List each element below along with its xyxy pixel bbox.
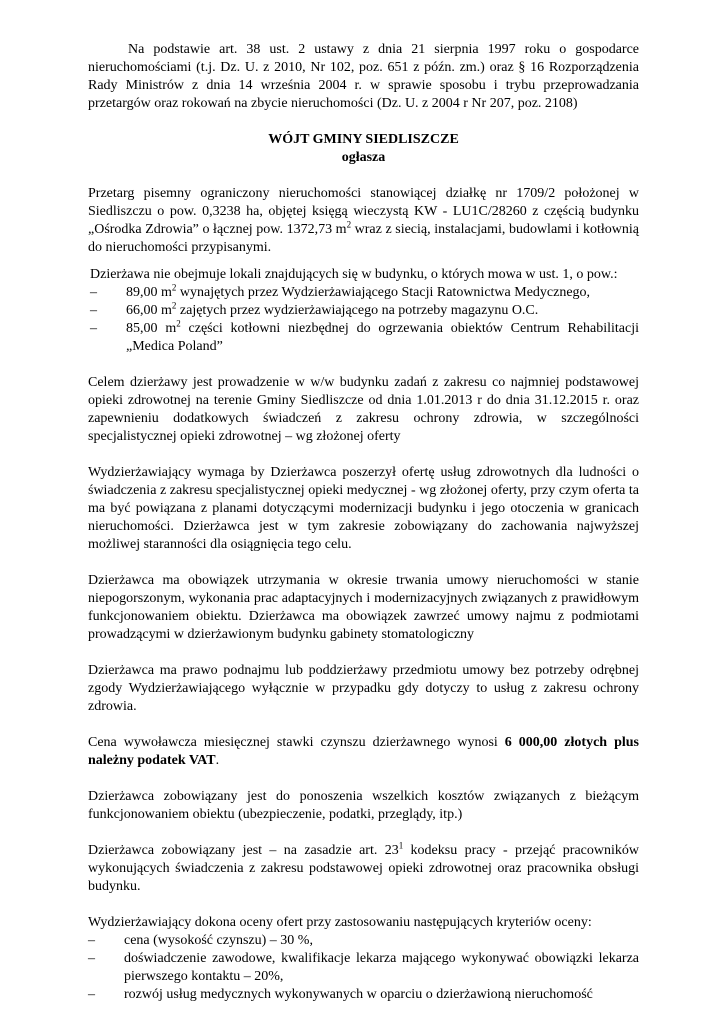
dash-bullet: – — [88, 951, 95, 966]
dash-bullet: – — [90, 303, 97, 318]
employees-text: Dzierżawca zobowiązany jest – na zasadzie art. 23 — [88, 843, 399, 858]
starting-price-text: Cena wywoławcza miesięcznej stawki czynszu dzierżawnego wynosi — [88, 735, 505, 750]
criteria-list — [88, 932, 639, 1004]
exclusion-area: 85,00 m — [126, 321, 177, 336]
evaluation-criteria-intro: Wydzierżawiający dokona oceny ofert przy zastosowaniu następujących kryteriów oceny: — [88, 915, 592, 930]
tender-text: Przetarg pisemny ograniczony nieruchomości stanowiącej działkę nr 1709/2 położonej w Siedliszczu o pow. 0,3238 ha, objętej księgą wieczystą KW - LU1C/28260 z częścią budynku „Ośrodka Zdrowia” o łącznej pow. 1372,73 m — [88, 186, 639, 237]
employees-takeover-paragraph — [88, 842, 639, 896]
exclusions-list — [90, 284, 639, 356]
lessee-obligations-paragraph: Dzierżawca ma obowiązek utrzymania w okresie trwania umowy nieruchomości w stanie niepogorszonym, wykonania prac adaptacyjnych i modernizacyjnych związanych z prawidłowym funkcjonowaniem obiektu. Dzierżawca ma obowiązek zawrzeć umowy najmu z podmiotami prowadzącymi w dzierżawionym budynku gabinety stomatologiczny — [88, 573, 639, 642]
exclusion-item — [90, 302, 639, 320]
superscript-1: 1 — [398, 840, 404, 851]
exclusion-text: zajętych przez wydzierżawiającego na potrzeby magazynu O.C. — [176, 303, 539, 318]
sublease-rights-paragraph: Dzierżawca ma prawo podnajmu lub poddzierżawy przedmiotu umowy bez potrzeby odrębnej zgody Wydzierżawiającego wyłącznie w przypadku gdy dotyczy to usług z zakresu ochrony zdrowia. — [88, 663, 639, 714]
criterion-text: rozwój usług medycznych wykonywanych w oparciu o dzierżawioną nieruchomość — [124, 987, 593, 1002]
document-page — [88, 41, 639, 1004]
dash-bullet: – — [88, 987, 95, 1002]
tender-description-paragraph — [88, 185, 639, 257]
criterion-item — [88, 986, 639, 1004]
criterion-text: cena (wysokość czynszu) – 30 %, — [124, 933, 313, 948]
superscript-2: 2 — [171, 282, 177, 293]
criterion-item — [88, 932, 639, 950]
legal-basis-paragraph: Na podstawie art. 38 ust. 2 ustawy z dnia 21 sierpnia 1997 roku o gospodarce nieruchomościami (t.j. Dz. U. z 2010, Nr 102, poz. 651 z późn. zm.) oraz § 16 Rozporządzenia Rady Ministrów z dnia 14 września 2004 r. w sprawie sposobu i trybu przeprowadzania przetargów oraz rokowań na zbycie nieruchomości (Dz. U. z 2004 r Nr 207, poz. 2108) — [88, 42, 639, 111]
dash-bullet: – — [90, 285, 97, 300]
superscript-2: 2 — [171, 300, 177, 311]
exclusion-text: części kotłowni niezbędnej do ogrzewania obiektów Centrum Rehabilitacji „Medica Poland” — [126, 321, 639, 354]
exclusion-area: 89,00 m — [126, 285, 172, 300]
tender-text-end: wraz z siecią, instalacjami, budowlami i kotłownią do nieruchomości przypisanymi. — [88, 222, 639, 255]
lease-purpose-paragraph: Celem dzierżawy jest prowadzenie w w/w budynku zadań z zakresu co najmniej podstawowej opieki zdrowotnej na terenie Gminy Siedliszcze od dnia 1.01.2013 r do dnia 31.12.2015 r. oraz zapewnieniu dodatkowych świadczeń z zakresu ochrony zdrowia, w szczególności specjalistycznej opieki zdrowotnej – wg złożonej oferty — [88, 375, 639, 444]
starting-price-amount: 6 000,00 złotych plus należny podatek VAT — [88, 735, 639, 768]
superscript-2: 2 — [176, 318, 181, 329]
employees-text-end: kodeksu pracy - przejąć pracowników wykonujących świadczenia z zakresu podstawowej opieki zdrowotnej oraz pracownika obsługi budynku. — [88, 843, 639, 894]
criterion-item — [88, 950, 639, 986]
exclusion-item — [90, 320, 639, 356]
announcement-subtitle: ogłasza — [341, 150, 386, 165]
starting-price-paragraph — [88, 734, 639, 770]
lease-exclusions-block — [88, 266, 639, 356]
criterion-text: doświadczenie zawodowe, kwalifikacje lekarza mającego wykonywać obowiązki lekarza pierwszego kontaktu – 20%, — [124, 951, 639, 984]
dash-bullet: – — [88, 933, 95, 948]
exclusion-text: wynajętych przez Wydzierżawiającego Stacji Ratownictwa Medycznego, — [176, 285, 591, 300]
exclusion-area: 66,00 m — [126, 303, 172, 318]
lease-exclusions-intro: Dzierżawa nie obejmuje lokali znajdujących się w budynku, o których mowa w ust. 1, o pow.: — [90, 267, 618, 282]
starting-price-end: . — [215, 753, 220, 768]
costs-paragraph: Dzierżawca zobowiązany jest do ponoszenia wszelkich kosztów związanych z bieżącym funkcjonowaniem obiektu (ubezpieczenie, podatki, przeglądy, itp.) — [88, 789, 639, 822]
lessor-requirements-paragraph: Wydzierżawiający wymaga by Dzierżawca poszerzył ofertę usług zdrowotnych dla ludności o świadczenia z zakresu specjalistycznej opieki medycznej - wg złożonej oferty, przy czym oferta ta ma być powiązana z planami dotyczącymi modernizacji budynku i jego otoczenia w granicach nieruchomości. Dzierżawca jest w tym zakresie zobowiązany do zachowania najwyższej możliwej staranności dla osiągnięcia tego celu. — [88, 465, 639, 552]
exclusion-item — [90, 284, 639, 302]
superscript-2: 2 — [346, 219, 352, 230]
dash-bullet: – — [90, 321, 97, 336]
announcement-title: WÓJT GMINY SIEDLISZCZE — [268, 132, 459, 147]
